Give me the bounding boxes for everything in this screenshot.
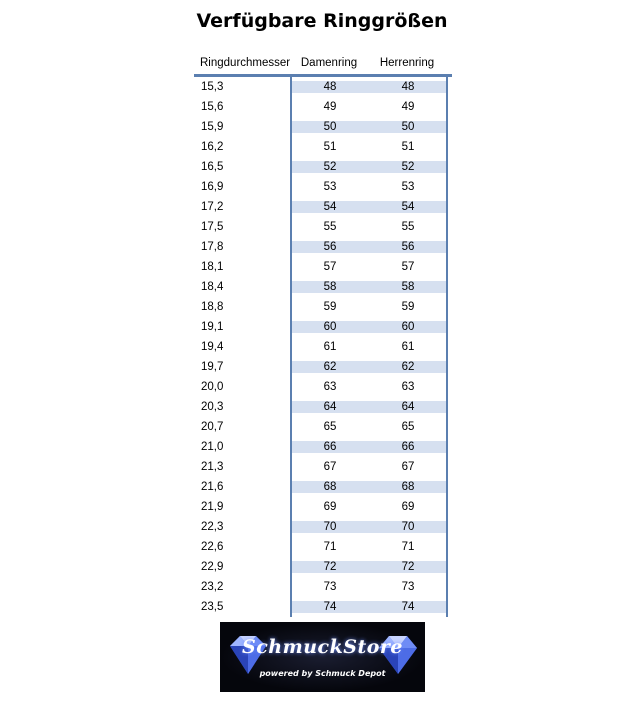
cell-herrenring: 67 xyxy=(401,461,415,473)
table-row xyxy=(194,497,452,517)
table-body xyxy=(194,77,452,617)
cell-herrenring: 57 xyxy=(401,261,415,273)
table-row xyxy=(194,417,452,437)
cell-damenring: 49 xyxy=(323,101,337,113)
table-row xyxy=(194,237,452,257)
cell-herrenring: 71 xyxy=(401,541,415,553)
table-row xyxy=(194,537,452,557)
cell-ringdurchmesser: 23,2 xyxy=(201,581,224,593)
cell-damenring: 72 xyxy=(291,561,369,573)
cell-damenring: 61 xyxy=(323,341,337,353)
cell-ringdurchmesser: 21,9 xyxy=(201,501,224,513)
cell-herrenring: 60 xyxy=(369,321,447,333)
cell-herrenring: 59 xyxy=(401,301,415,313)
cell-ringdurchmesser: 19,7 xyxy=(201,361,224,373)
cell-damenring: 67 xyxy=(323,461,337,473)
cell-ringdurchmesser: 20,7 xyxy=(201,421,224,433)
table-row xyxy=(194,317,452,337)
cell-damenring: 56 xyxy=(291,241,369,253)
cell-damenring: 65 xyxy=(323,421,337,433)
cell-damenring: 52 xyxy=(291,161,369,173)
cell-damenring: 55 xyxy=(323,221,337,233)
cell-herrenring: 69 xyxy=(401,501,415,513)
cell-damenring: 48 xyxy=(291,81,369,93)
table-row xyxy=(194,477,452,497)
cell-damenring: 53 xyxy=(323,181,337,193)
table-row xyxy=(194,297,452,317)
cell-damenring: 68 xyxy=(291,481,369,493)
table-row xyxy=(194,277,452,297)
cell-ringdurchmesser: 15,6 xyxy=(201,101,224,113)
cell-damenring: 69 xyxy=(323,501,337,513)
cell-ringdurchmesser: 19,1 xyxy=(201,321,224,333)
cell-damenring: 66 xyxy=(291,441,369,453)
cell-ringdurchmesser: 17,8 xyxy=(201,241,224,253)
schmuckstore-logo xyxy=(220,622,425,692)
table-row xyxy=(194,457,452,477)
cell-damenring: 74 xyxy=(291,601,369,613)
logo-tagline: powered by Schmuck Depot xyxy=(259,669,386,678)
cell-damenring: 50 xyxy=(291,121,369,133)
cell-herrenring: 49 xyxy=(401,101,415,113)
cell-ringdurchmesser: 20,0 xyxy=(201,381,224,393)
cell-herrenring: 66 xyxy=(369,441,447,453)
cell-damenring: 54 xyxy=(291,201,369,213)
cell-damenring: 73 xyxy=(323,581,337,593)
cell-ringdurchmesser: 17,5 xyxy=(201,221,224,233)
cell-herrenring: 56 xyxy=(369,241,447,253)
cell-herrenring: 63 xyxy=(401,381,415,393)
cell-herrenring: 65 xyxy=(401,421,415,433)
cell-damenring: 64 xyxy=(291,401,369,413)
cell-herrenring: 64 xyxy=(369,401,447,413)
cell-ringdurchmesser: 16,5 xyxy=(201,161,224,173)
header-ringdurchmesser: Ringdurchmesser xyxy=(200,57,291,69)
cell-herrenring: 50 xyxy=(369,121,447,133)
table-row xyxy=(194,137,452,157)
cell-damenring: 62 xyxy=(291,361,369,373)
table-row xyxy=(194,177,452,197)
cell-herrenring: 53 xyxy=(401,181,415,193)
header-herrenring: Herrenring xyxy=(379,57,435,69)
header-damenring: Damenring xyxy=(300,57,358,69)
cell-ringdurchmesser: 22,6 xyxy=(201,541,224,553)
cell-ringdurchmesser: 22,9 xyxy=(201,561,224,573)
cell-ringdurchmesser: 19,4 xyxy=(201,341,224,353)
cell-ringdurchmesser: 15,9 xyxy=(201,121,224,133)
cell-herrenring: 74 xyxy=(369,601,447,613)
column-divider-left xyxy=(290,77,292,617)
table-row xyxy=(194,77,452,97)
cell-herrenring: 62 xyxy=(369,361,447,373)
table-row xyxy=(194,557,452,577)
cell-herrenring: 58 xyxy=(369,281,447,293)
table-row xyxy=(194,97,452,117)
cell-ringdurchmesser: 21,3 xyxy=(201,461,224,473)
ring-size-table xyxy=(194,52,452,617)
cell-damenring: 57 xyxy=(323,261,337,273)
table-row xyxy=(194,337,452,357)
table-row xyxy=(194,197,452,217)
cell-herrenring: 68 xyxy=(369,481,447,493)
cell-damenring: 51 xyxy=(323,141,337,153)
table-row xyxy=(194,437,452,457)
table-row xyxy=(194,257,452,277)
table-row xyxy=(194,377,452,397)
cell-herrenring: 61 xyxy=(401,341,415,353)
cell-ringdurchmesser: 15,3 xyxy=(201,81,224,93)
page-title: Verfügbare Ringgrößen xyxy=(196,10,448,32)
cell-damenring: 59 xyxy=(323,301,337,313)
table-row xyxy=(194,117,452,137)
cell-damenring: 58 xyxy=(291,281,369,293)
cell-damenring: 71 xyxy=(323,541,337,553)
cell-herrenring: 52 xyxy=(369,161,447,173)
cell-ringdurchmesser: 23,5 xyxy=(201,601,224,613)
cell-herrenring: 70 xyxy=(369,521,447,533)
table-row xyxy=(194,597,452,617)
cell-ringdurchmesser: 18,4 xyxy=(201,281,224,293)
cell-ringdurchmesser: 18,8 xyxy=(201,301,224,313)
cell-herrenring: 55 xyxy=(401,221,415,233)
table-row xyxy=(194,397,452,417)
cell-ringdurchmesser: 17,2 xyxy=(201,201,224,213)
cell-ringdurchmesser: 20,3 xyxy=(201,401,224,413)
cell-herrenring: 51 xyxy=(401,141,415,153)
cell-herrenring: 48 xyxy=(369,81,447,93)
cell-ringdurchmesser: 18,1 xyxy=(201,261,224,273)
cell-damenring: 63 xyxy=(323,381,337,393)
cell-ringdurchmesser: 16,2 xyxy=(201,141,224,153)
table-header xyxy=(194,52,452,77)
cell-herrenring: 72 xyxy=(369,561,447,573)
cell-herrenring: 73 xyxy=(401,581,415,593)
cell-ringdurchmesser: 22,3 xyxy=(201,521,224,533)
table-row xyxy=(194,577,452,597)
table-row xyxy=(194,517,452,537)
cell-ringdurchmesser: 16,9 xyxy=(201,181,224,193)
cell-damenring: 70 xyxy=(291,521,369,533)
logo-name: SchmuckStore xyxy=(241,636,404,658)
table-row xyxy=(194,157,452,177)
cell-herrenring: 54 xyxy=(369,201,447,213)
cell-damenring: 60 xyxy=(291,321,369,333)
table-row xyxy=(194,357,452,377)
cell-ringdurchmesser: 21,0 xyxy=(201,441,224,453)
table-row xyxy=(194,217,452,237)
cell-ringdurchmesser: 21,6 xyxy=(201,481,224,493)
column-divider-right xyxy=(446,77,448,617)
